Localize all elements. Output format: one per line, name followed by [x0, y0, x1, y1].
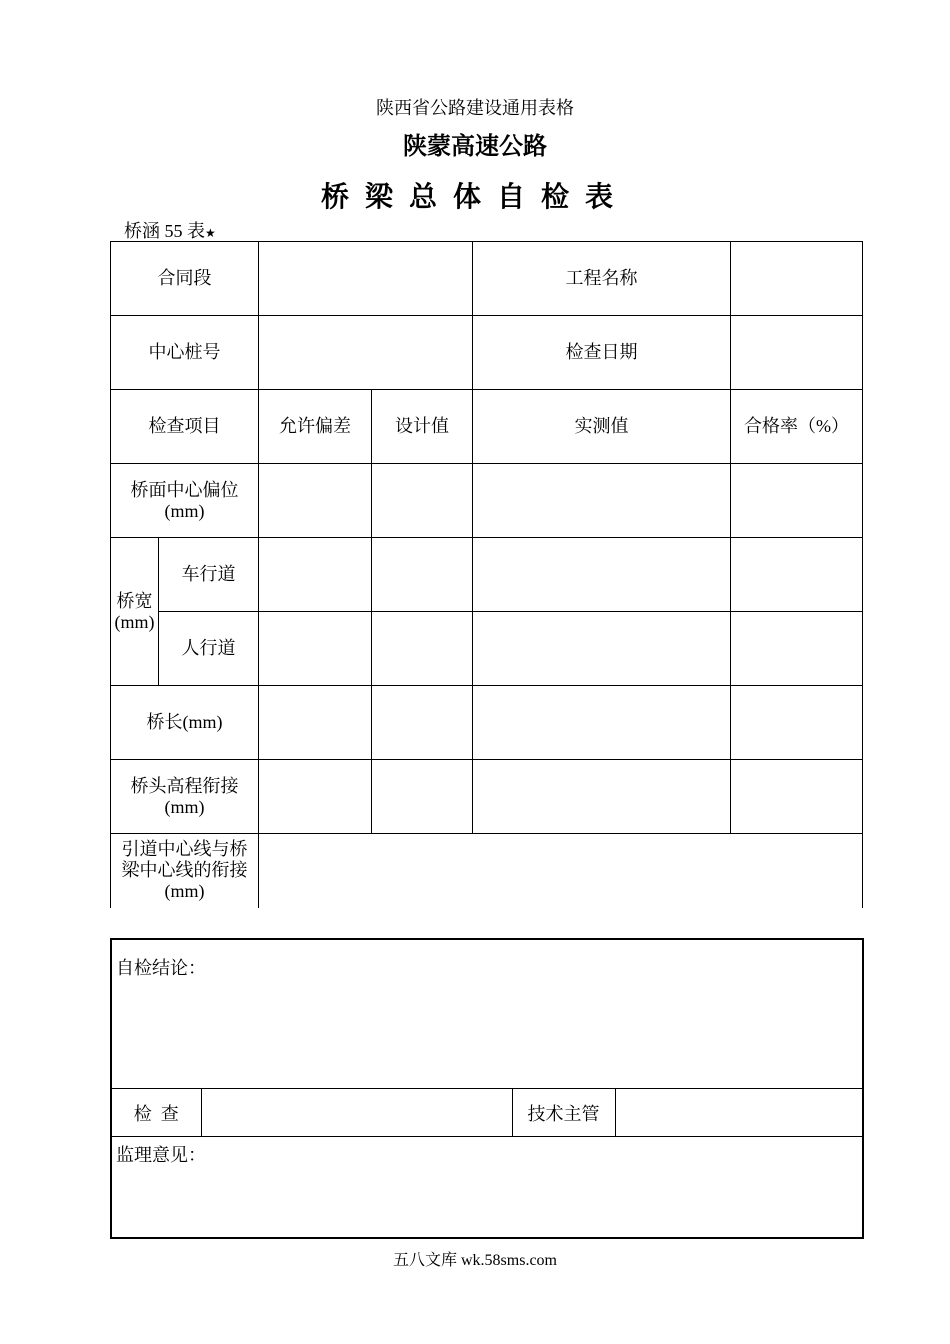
project-name-heading: 陕蒙高速公路 [403, 132, 547, 160]
footer-watermark: 五八文库 wk.58sms.com [392, 1252, 557, 1269]
bridge-width-label-line: 桥宽 [116, 590, 153, 611]
center-pile-field[interactable] [259, 316, 473, 390]
signature-table [110, 938, 864, 1239]
deck-offset-label-line: 桥面中心偏位 [130, 479, 239, 500]
bridge-length-tolerance-cell[interactable] [259, 686, 372, 760]
table-row [111, 612, 863, 686]
approach-alignment-label-line2: 梁中心线的衔接 [121, 860, 248, 881]
deck-offset-design-cell[interactable] [372, 464, 473, 538]
bridge-length-label: 桥长(mm) [111, 686, 259, 760]
deck-offset-label-unit: (mm) [164, 500, 205, 521]
center-pile-label: 中心桩号 [111, 316, 259, 390]
table-row [111, 760, 863, 834]
table-row [111, 316, 863, 390]
column-header-item: 检查项目 [111, 390, 259, 464]
sidewalk-measured-cell[interactable] [473, 612, 731, 686]
approach-alignment-field[interactable] [259, 834, 863, 908]
column-header-tolerance: 允许偏差 [259, 390, 372, 464]
form-number-text: 桥涵 55 表 [124, 221, 205, 241]
contract-section-label: 合同段 [111, 242, 259, 316]
table-header-row [111, 390, 863, 464]
inspector-label-text: 检 查 [133, 1103, 179, 1124]
table-row [111, 686, 863, 760]
deck-offset-measured-cell[interactable] [473, 464, 731, 538]
deck-offset-label [111, 464, 259, 538]
carriageway-design-cell[interactable] [372, 538, 473, 612]
abutment-elevation-label-unit: (mm) [164, 796, 205, 817]
bridge-width-label-unit: (mm) [114, 611, 155, 632]
contract-section-field[interactable] [259, 242, 473, 316]
approach-alignment-label [111, 834, 259, 908]
abutment-elevation-label-line: 桥头高程衔接 [130, 775, 239, 796]
sidewalk-label: 人行道 [159, 612, 259, 686]
supervisor-opinion-field[interactable] [111, 1137, 863, 1239]
column-header-measured: 实测值 [473, 390, 731, 464]
abutment-measured-cell[interactable] [473, 760, 731, 834]
form-number [124, 217, 216, 243]
sidewalk-tolerance-cell[interactable] [259, 612, 372, 686]
table-row [111, 464, 863, 538]
bridge-length-design-cell[interactable] [372, 686, 473, 760]
carriageway-pass-rate-cell[interactable] [731, 538, 863, 612]
carriageway-measured-cell[interactable] [473, 538, 731, 612]
approach-alignment-label-line1: 引道中心线与桥 [121, 839, 248, 860]
abutment-pass-rate-cell[interactable] [731, 760, 863, 834]
inspection-table [110, 241, 863, 908]
abutment-design-cell[interactable] [372, 760, 473, 834]
table-row [111, 834, 863, 908]
carriageway-tolerance-cell[interactable] [259, 538, 372, 612]
inspector-label [111, 1089, 201, 1137]
bridge-length-measured-cell[interactable] [473, 686, 731, 760]
supervisor-opinion-label: 监理意见： [116, 1145, 206, 1165]
deck-offset-tolerance-cell[interactable] [259, 464, 372, 538]
tech-manager-label: 技术主管 [512, 1089, 615, 1137]
abutment-tolerance-cell[interactable] [259, 760, 372, 834]
table-row [111, 538, 863, 612]
sidewalk-design-cell[interactable] [372, 612, 473, 686]
star-icon: ★ [205, 226, 216, 240]
self-check-conclusion-label: 自检结论： [116, 958, 206, 978]
check-date-field[interactable] [731, 316, 863, 390]
deck-offset-pass-rate-cell[interactable] [731, 464, 863, 538]
column-header-pass-rate: 合格率（%） [731, 390, 863, 464]
self-check-conclusion-field[interactable] [111, 939, 863, 1089]
project-name-label: 工程名称 [473, 242, 731, 316]
project-name-field[interactable] [731, 242, 863, 316]
bridge-width-label [111, 538, 159, 686]
abutment-elevation-label [111, 760, 259, 834]
form-category-label: 陕西省公路建设通用表格 [376, 98, 574, 118]
tech-manager-signature-field[interactable] [615, 1089, 863, 1137]
carriageway-label: 车行道 [159, 538, 259, 612]
page-title: 桥梁总体自检表 [320, 180, 629, 213]
check-date-label: 检查日期 [473, 316, 731, 390]
inspector-signature-field[interactable] [201, 1089, 512, 1137]
column-header-design: 设计值 [372, 390, 473, 464]
sidewalk-pass-rate-cell[interactable] [731, 612, 863, 686]
table-row [111, 242, 863, 316]
bridge-length-pass-rate-cell[interactable] [731, 686, 863, 760]
approach-alignment-label-unit: (mm) [164, 881, 205, 902]
